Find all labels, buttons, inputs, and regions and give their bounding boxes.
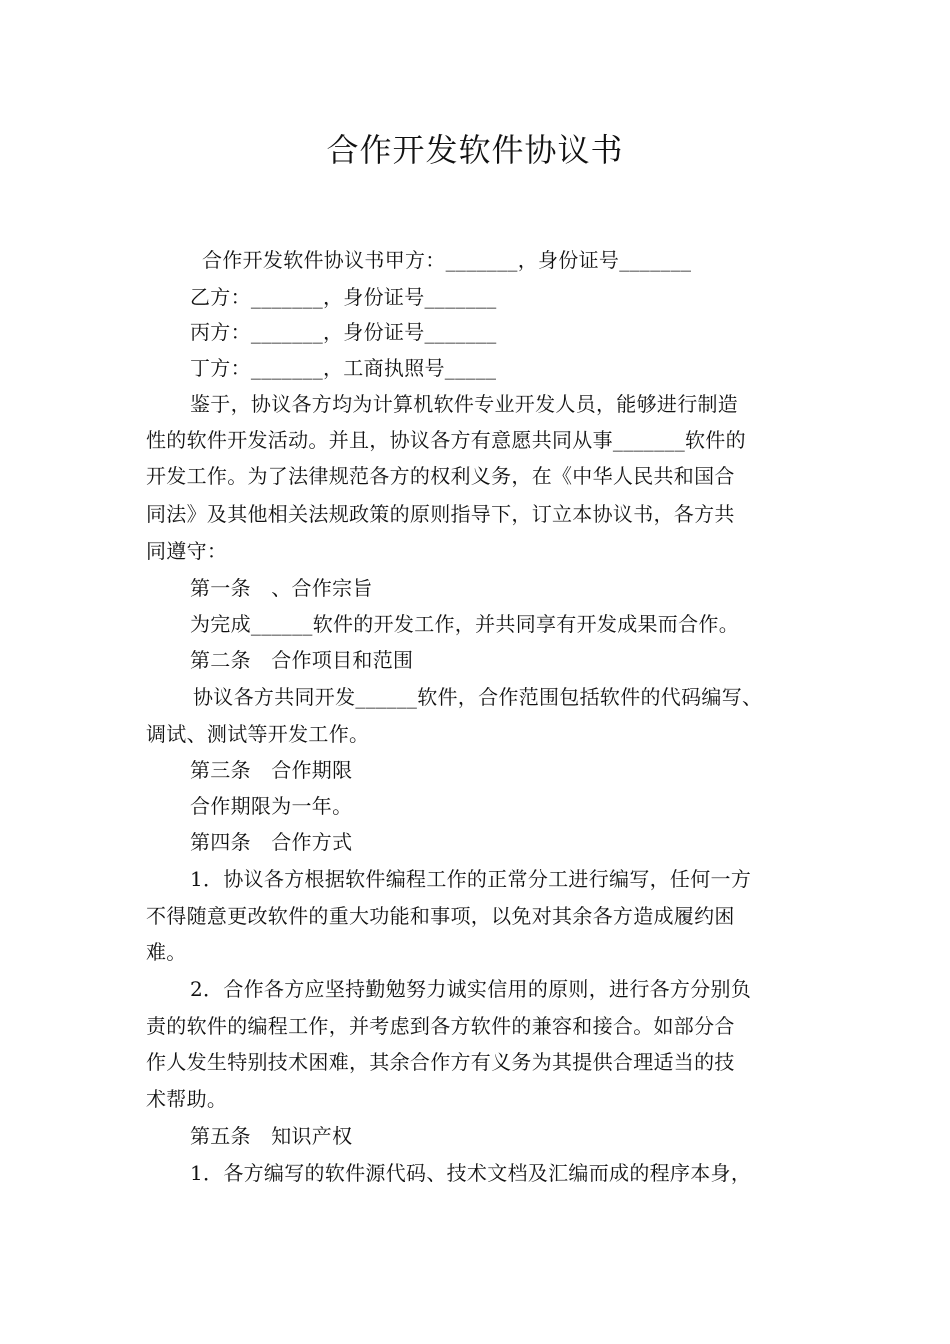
article-3-body: 合作期限为一年。	[190, 794, 353, 818]
preamble-line: 鉴于，协议各方均为计算机软件专业开发人员，能够进行制造	[190, 392, 739, 416]
party-c-line: 丙方：_______，身份证号_______	[190, 320, 497, 344]
article-4-clause-1: 1．协议各方根据软件编程工作的正常分工进行编写，任何一方	[190, 867, 752, 891]
preamble-line: 性的软件开发活动。并且，协议各方有意愿共同从事_______软件的	[146, 428, 746, 452]
article-2-body: 调试、测试等开发工作。	[146, 722, 370, 746]
preamble-line: 同遵守：	[146, 539, 228, 563]
article-4-clause-2: 作人发生特别技术困难，其余合作方有义务为其提供合理适当的技	[146, 1050, 735, 1074]
article-4-clause-2: 责的软件的编程工作，并考虑到各方软件的兼容和接合。如部分合	[146, 1014, 735, 1038]
article-4-heading: 第四条 合作方式	[190, 830, 353, 854]
article-2-heading: 第二条 合作项目和范围	[190, 648, 414, 672]
article-1-body: 为完成______软件的开发工作，并共同享有开发成果而合作。	[190, 612, 739, 636]
party-d-line: 丁方：_______，工商执照号_____	[190, 356, 497, 380]
article-1-heading: 第一条 、合作宗旨	[190, 576, 373, 600]
article-2-body: 协议各方共同开发______软件，合作范围包括软件的代码编写、	[193, 685, 763, 709]
party-a-line: 合作开发软件协议书甲方：_______，身份证号_______	[202, 248, 692, 272]
article-3-heading: 第三条 合作期限	[190, 758, 353, 782]
article-5-clause-1: 1．各方编写的软件源代码、技术文档及汇编而成的程序本身，	[190, 1161, 752, 1185]
preamble-line: 同法》及其他相关法规政策的原则指导下，订立本协议书，各方共	[146, 502, 735, 526]
preamble-line: 开发工作。为了法律规范各方的权利义务，在《中华人民共和国合	[146, 464, 735, 488]
article-4-clause-1: 难。	[146, 940, 187, 964]
document-title: 合作开发软件协议书	[326, 131, 624, 169]
article-4-clause-1: 不得随意更改软件的重大功能和事项，以免对其余各方造成履约困	[146, 904, 735, 928]
article-5-heading: 第五条 知识产权	[190, 1124, 353, 1148]
party-b-line: 乙方：_______，身份证号_______	[190, 285, 497, 309]
article-4-clause-2: 2．合作各方应坚持勤勉努力诚实信用的原则，进行各方分别负	[190, 977, 752, 1001]
article-4-clause-2: 术帮助。	[146, 1087, 228, 1111]
